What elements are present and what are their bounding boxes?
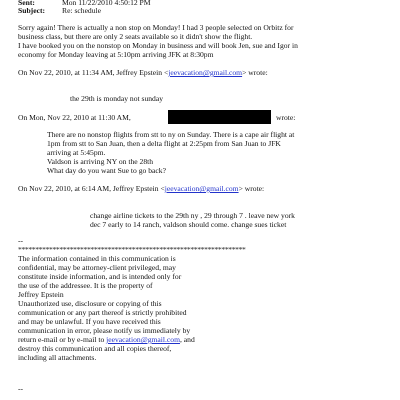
email-link[interactable]: jeevacation@gmail.com	[168, 68, 243, 77]
quote1-body: the 29th is monday not sunday	[70, 94, 164, 103]
disclaimer-line: The information contained in this communication is	[18, 254, 176, 263]
subject-value: Re: schedule	[62, 6, 102, 15]
reply-line: economy for Monday leaving at 5:10pm arriving JFK at 8:30pm	[18, 50, 214, 59]
subject-row	[18, 7, 101, 15]
disclaimer-line: and may be unlawful. If you have received this	[18, 317, 161, 326]
quote2-prefix: On Mon, Nov 22, 2010 at 11:30 AM,	[18, 113, 131, 122]
sent-value: Mon 11/22/2010 4:50:12 PM	[62, 0, 151, 7]
subject-label: Subject:	[18, 6, 45, 15]
disclaimer-line: destroy this communication and all copies thereof,	[18, 344, 172, 353]
quote3-attribution	[18, 184, 264, 193]
disclaimer-line: communication or any part thereof is strictly prohibited	[18, 308, 187, 317]
disclaimer-return-suffix: , and	[179, 335, 195, 344]
quote3-prefix: On Nov 22, 2010, at 6:14 AM, Jeffrey Epstein <	[18, 184, 165, 193]
quote1-suffix: > wrote:	[242, 68, 268, 77]
disclaimer-line: the use of the addressee. It is the property of	[18, 281, 153, 290]
quote2-line: There are no nonstop flights from stt to ny on Sunday. There is a cape air flight at	[47, 130, 295, 139]
disclaimer-line: communication in error, please notify us immediately by	[18, 326, 191, 335]
reply-line: Sorry again! There is actually a non stop on Monday! I had 3 people selected on Orbitz for	[18, 23, 294, 32]
quote1-prefix: On Nov 22, 2010, at 11:34 AM, Jeffrey Epstein <	[18, 68, 169, 77]
email-link[interactable]: jeevacation@gmail.com	[106, 335, 180, 344]
reply-line: I have booked you on the nonstop on Monday in business and will book Jen, suе and Igor in	[18, 41, 298, 50]
quote1-attribution	[18, 68, 268, 77]
quote2-line: arriving at 5:45pm.	[47, 148, 106, 157]
quote2-line: Valdson is arriving NY on the 28th	[47, 157, 154, 166]
quote2-line: 1pm from stt to San Juan, then a delta flight at 2:25pm from San Juan to JFK	[47, 139, 281, 148]
reply-line: business class, but there are only 2 seats available so it didn't show the flight.	[18, 32, 253, 41]
quote2-line: What day do you want Sue to go back?	[47, 166, 166, 175]
disclaimer-line: confidential, may be attorney-client privileged, may	[18, 263, 176, 272]
footer-separator: --	[18, 384, 24, 393]
signature-separator: --	[18, 236, 24, 245]
disclaimer-return-prefix: return e-mail or by e-mail to	[18, 335, 107, 344]
email-link[interactable]: jeevacation@gmail.com	[164, 184, 239, 193]
redaction-box	[168, 110, 271, 124]
disclaimer-return-line	[18, 335, 195, 344]
disclaimer-line: constitute inside information, and is intended only for	[18, 272, 182, 281]
disclaimer-line: Jeffrey Epstein	[18, 290, 64, 299]
quote3-line: change airline tickets to the 29th ny , 29 through 7 . leave new york	[90, 211, 295, 220]
quote2-suffix: wrote:	[276, 113, 296, 122]
disclaimer-line: Unauthorized use, disclosure or copying of this	[18, 299, 162, 308]
quote3-line: dec 7 early to 14 ranch, valdson should come. change sues ticket	[90, 220, 287, 229]
disclaimer-line: including all attachments.	[18, 353, 97, 362]
quote3-suffix: > wrote:	[238, 184, 265, 193]
stars-divider: ******************************************************************	[18, 245, 246, 254]
sent-label: Sent:	[18, 0, 35, 7]
